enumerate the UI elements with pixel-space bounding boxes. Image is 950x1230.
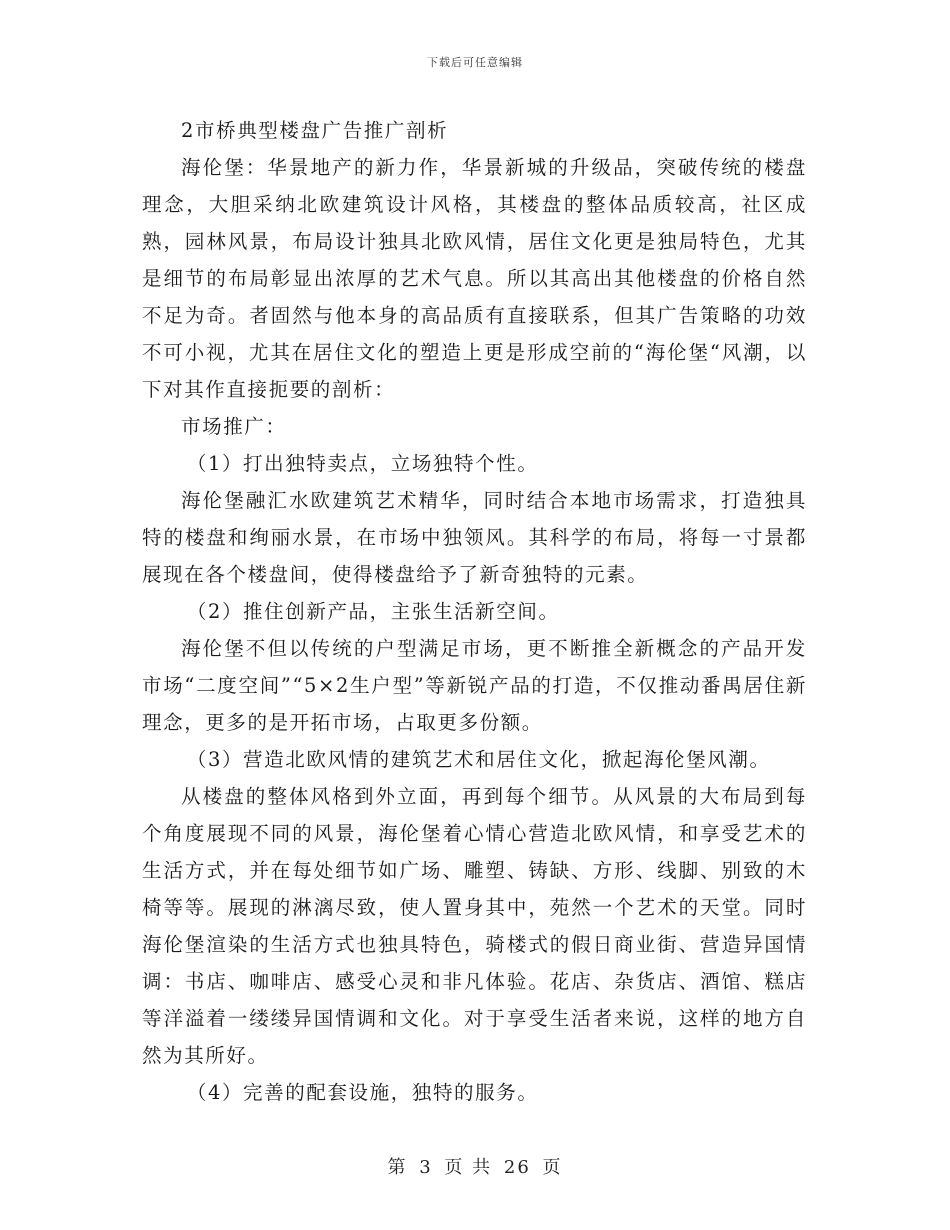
- paragraph-item-2: 海伦堡不但以传统的户型满足市场，更不断推全新概念的产品开发市场“二度空间”“5×2生户型”等新锐产品的打造，不仅推动番禺居住新理念，更多的是开拓市场，占取更多份额。: [142, 637, 807, 734]
- page-current: 3: [419, 1157, 433, 1178]
- document-body: [142, 112, 807, 1111]
- page-total: 26: [503, 1157, 531, 1178]
- list-item-heading-3: （3）营造北欧风情的建筑艺术和居住文化，掀起海伦堡风潮。: [186, 748, 771, 771]
- paragraph-market-heading: 市场推广：: [181, 415, 287, 438]
- list-item-heading-1: （1）打出独特卖点，立场独特个性。: [186, 452, 539, 475]
- page-label-middle: 页 共: [444, 1157, 493, 1178]
- page-footer: [0, 1153, 950, 1179]
- paragraph-item-1: 海伦堡融汇水欧建筑艺术精华，同时结合本地市场需求，打造独具特的楼盘和绚丽水景，在市场中独领风。其科学的布局，将每一寸景都展现在各个楼盘间，使得楼盘给予了新奇独特的元素。: [142, 489, 807, 586]
- paragraph-item-3: 从楼盘的整体风格到外立面，再到每个细节。从风景的大布局到每个角度展现不同的风景，海伦堡着心情心营造北欧风情，和享受艺术的生活方式，并在每处细节如广场、雕塑、铸缺、方形、线脚、别致的木椅等等。展现的淋漓尽致，使人置身其中，苑然一个艺术的天堂。同时海伦堡渲染的生活方式也独具特色，骑楼式的假日商业街、营造异国情调：书店、咖啡店、感受心灵和非凡体验。花店、杂货店、酒馆、糕店等洋溢着一缕缕异国情调和文化。对于享受生活者来说，这样的地方自然为其所好。: [142, 785, 807, 1067]
- list-item-heading-4: （4）完善的配套设施，独特的服务。: [186, 1081, 539, 1104]
- page-label-suffix: 页: [542, 1157, 563, 1178]
- section-title: 2市桥典型楼盘广告推广剖析: [181, 119, 449, 142]
- paragraph-intro: 海伦堡：华景地产的新力作，华景新城的升级品，突破传统的楼盘理念，大胆采纳北欧建筑设计风格，其楼盘的整体品质较高，社区成熟，园林风景，布局设计独具北欧风情，居住文化更是独局特色，尤其是细节的布局彰显出浓厚的艺术气息。所以其高出其他楼盘的价格自然不足为奇。者固然与他本身的高品质有直接联系，但其广告策略的功效不可小视，尤其在居住文化的塑造上更是形成空前的“海伦堡“风潮，以下对其作直接扼要的剖析：: [142, 156, 807, 401]
- page-header-note: 下载后可任意编辑: [427, 56, 523, 69]
- list-item-heading-2: （2）推住创新产品，主张生活新空间。: [186, 600, 560, 623]
- page-label-prefix: 第: [387, 1157, 408, 1178]
